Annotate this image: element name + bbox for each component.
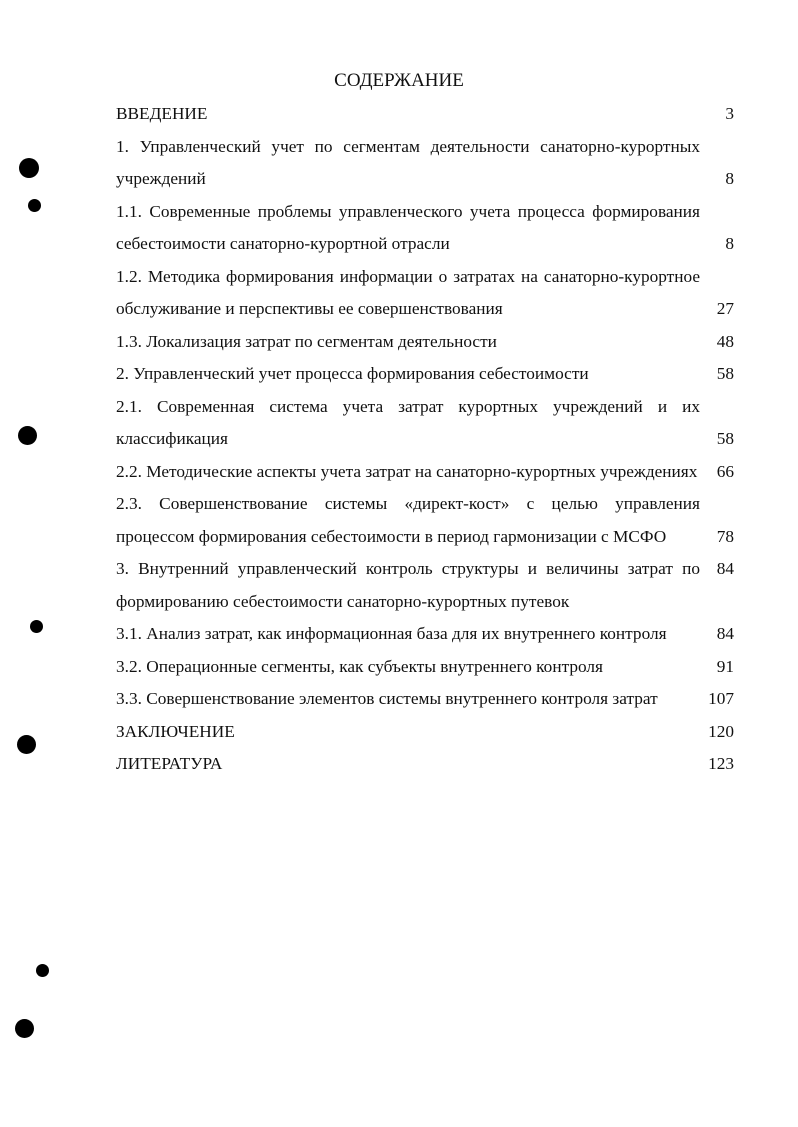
toc-entry-introduction[interactable] (116, 98, 746, 131)
toc-page-number: 123 (708, 754, 734, 773)
table-of-contents (116, 98, 746, 781)
toc-page-number: 91 (716, 656, 734, 676)
toc-page-number: 78 (716, 526, 734, 546)
toc-entry-text: 3. Внутренний управленческий контроль структуры и величины затрат по формированию себестоимости санаторно-курортных путевок (116, 559, 700, 611)
toc-page-number: 120 (708, 721, 734, 741)
page-title: СОДЕРЖАНИЕ (334, 70, 464, 91)
toc-page-number: 3 (725, 104, 734, 123)
toc-page-number: 58 (716, 429, 734, 448)
toc-entry-chapter-1[interactable] (116, 131, 746, 196)
toc-entry-text: 1.2. Методика формирования информации о затратах на санаторно-курортное обслуживание и перспективы ее совершенствования (116, 266, 700, 318)
toc-entry-section-3-3[interactable] (116, 683, 746, 716)
toc-entry-text: 1. Управленческий учет по сегментам деятельности санаторно-курортных учреждений (116, 136, 700, 188)
binder-hole-7 (15, 1019, 34, 1038)
toc-entry-section-1-1[interactable] (116, 196, 746, 261)
binder-hole-4 (30, 620, 43, 633)
toc-page-number: 8 (725, 169, 734, 188)
toc-entry-text: ЗАКЛЮЧЕНИЕ (116, 721, 235, 741)
toc-entry-section-2-1[interactable] (116, 391, 746, 456)
toc-entry-text: 2.3. Совершенствование системы «директ-кост» с целью управления процессом формирования себестоимости в период гармонизации с МСФО (116, 494, 700, 546)
toc-entry-text: 1.3. Локализация затрат по сегментам деятельности (116, 331, 497, 351)
toc-page-number: 66 (716, 461, 734, 481)
toc-entry-text: 2.2. Методические аспекты учета затрат на санаторно-курортных учреждениях (116, 461, 698, 481)
toc-entry-conclusion[interactable] (116, 716, 746, 749)
binder-hole-3 (18, 426, 37, 445)
binder-hole-6 (36, 964, 49, 977)
binder-hole-1 (19, 158, 39, 178)
toc-page-number: 84 (716, 559, 734, 578)
toc-page-number: 48 (716, 331, 734, 351)
toc-entry-section-1-2[interactable] (116, 261, 746, 326)
toc-entry-section-3-1[interactable] (116, 618, 746, 651)
toc-entry-section-2-2[interactable] (116, 456, 746, 489)
toc-entry-text: 1.1. Современные проблемы управленческого учета процесса формирования себестоимости санаторно-курортной отрасли (116, 201, 700, 253)
binder-hole-2 (28, 199, 41, 212)
toc-page-number: 84 (716, 624, 734, 643)
toc-page-number: 107 (708, 689, 734, 708)
toc-entry-text: 2.1. Современная система учета затрат курортных учреждений и их классификация (116, 396, 700, 448)
toc-entry-text: 3.1. Анализ затрат, как информационная база для их внутреннего контроля (116, 624, 667, 643)
toc-page-number: 27 (716, 299, 734, 318)
toc-entry-section-1-3[interactable] (116, 326, 746, 359)
toc-page-number: 58 (716, 364, 734, 383)
binder-hole-5 (17, 735, 36, 754)
toc-entry-section-2-3[interactable] (116, 488, 746, 553)
toc-entry-literature[interactable] (116, 748, 746, 781)
toc-entry-text: 3.3. Совершенствование элементов системы внутреннего контроля затрат (116, 689, 658, 708)
toc-page-number: 8 (725, 234, 734, 253)
toc-entry-chapter-2[interactable] (116, 358, 746, 391)
toc-entry-text: 2. Управленческий учет процесса формирования себестоимости (116, 364, 589, 383)
toc-entry-section-3-2[interactable] (116, 651, 746, 684)
toc-entry-chapter-3[interactable] (116, 553, 746, 618)
toc-entry-text: 3.2. Операционные сегменты, как субъекты внутреннего контроля (116, 656, 603, 676)
toc-entry-text: ВВЕДЕНИЕ (116, 104, 208, 123)
toc-entry-text: ЛИТЕРАТУРА (116, 754, 223, 773)
